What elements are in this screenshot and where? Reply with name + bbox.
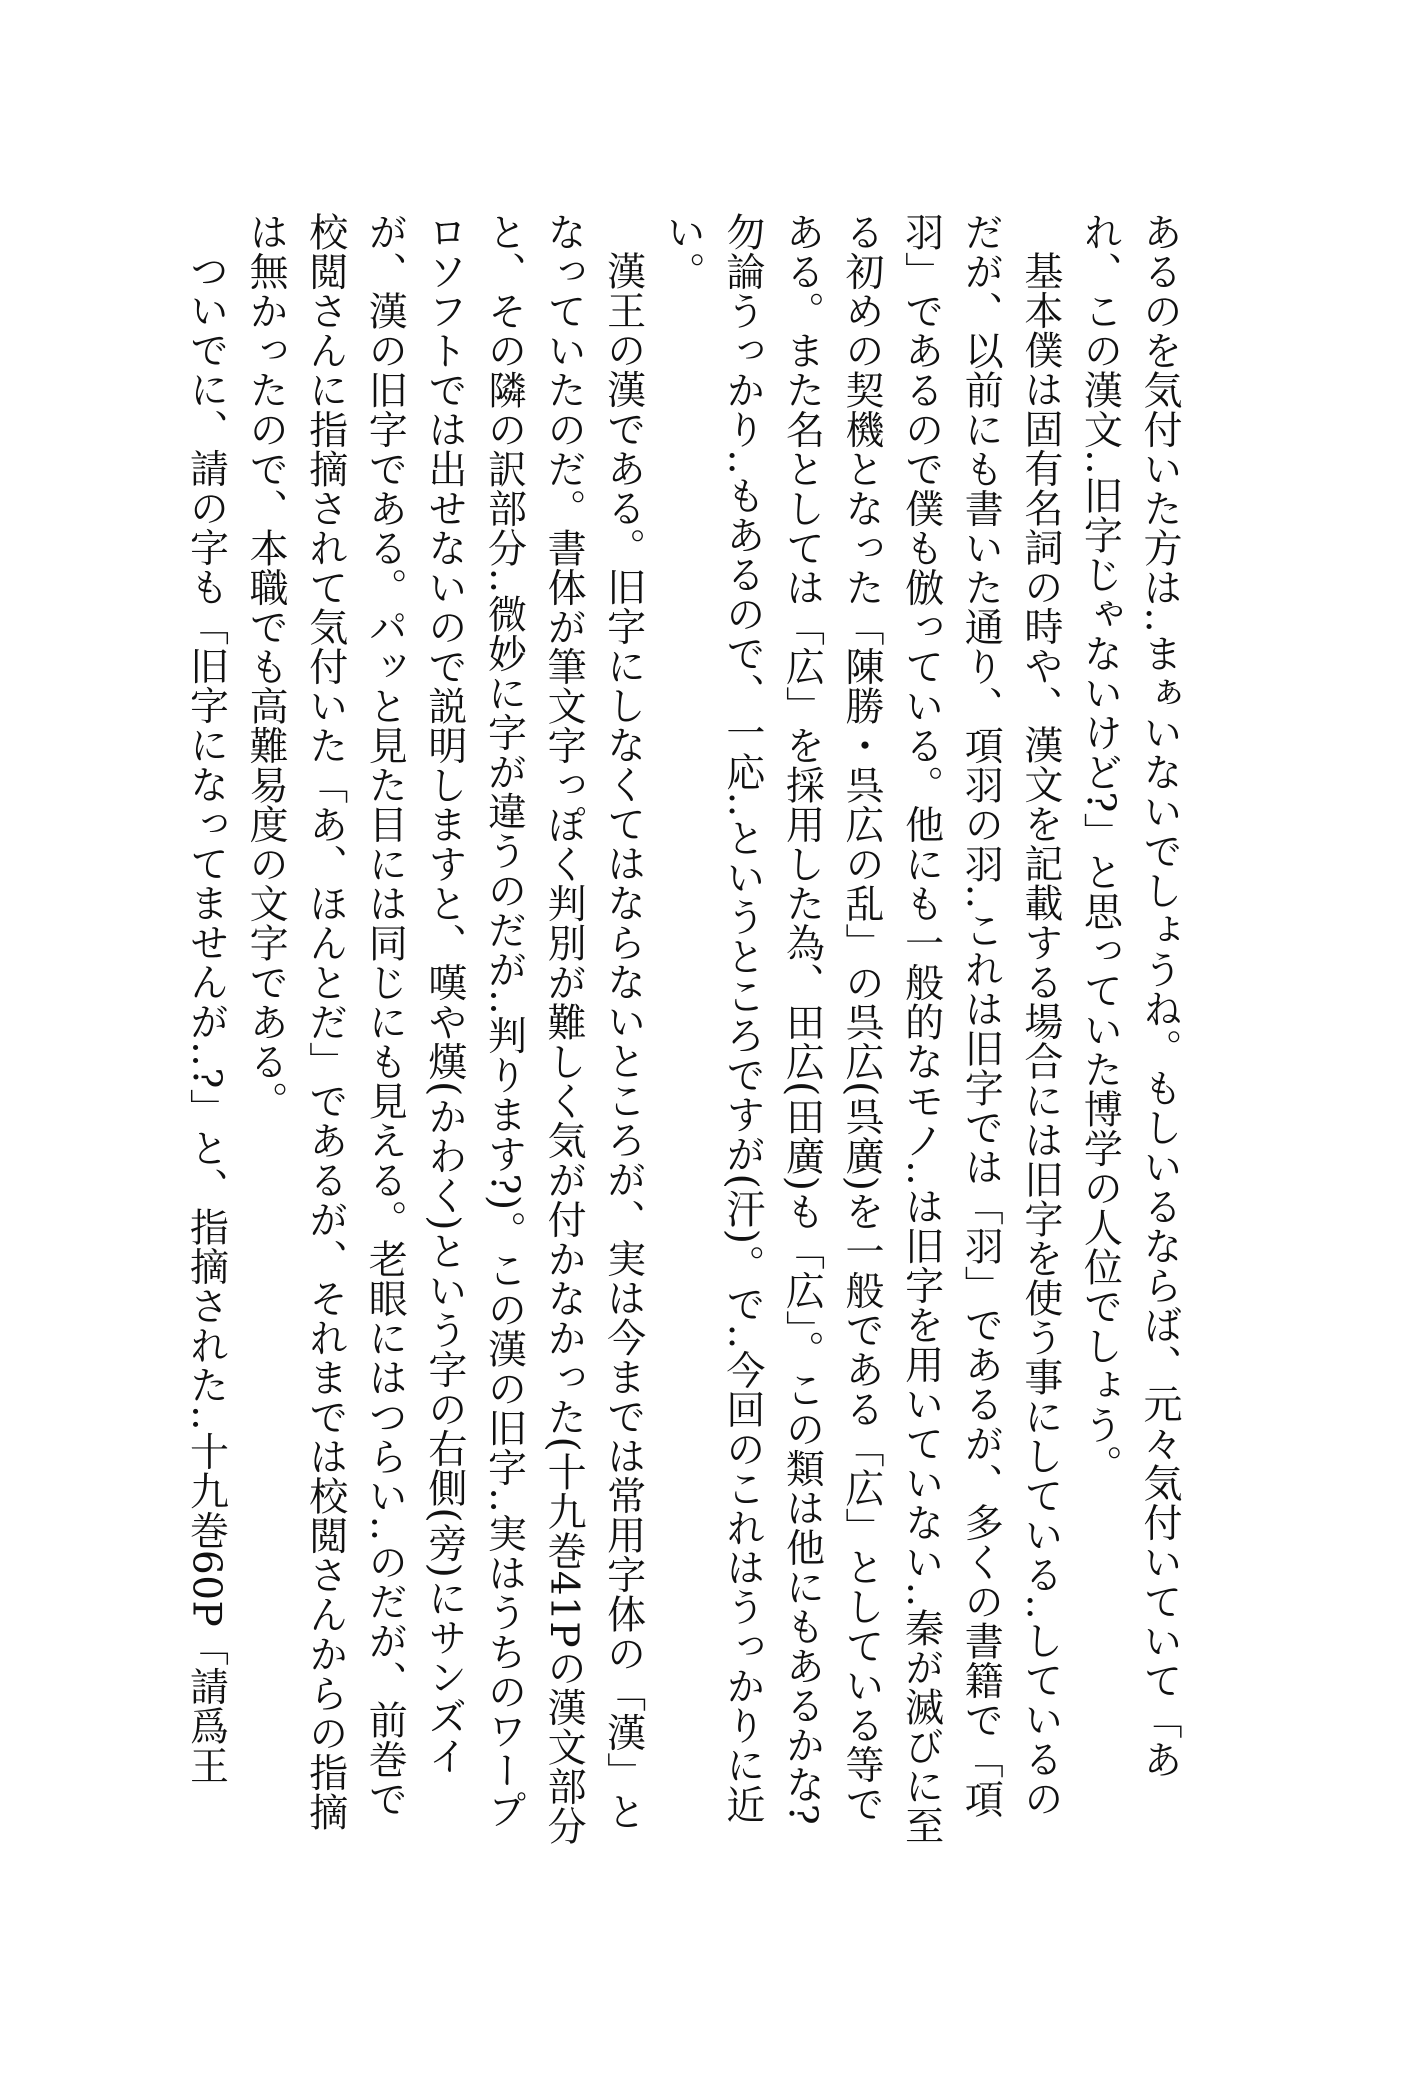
paragraph-sei-character: ついでに、請の字も「旧字になってませんが‥?」と、指摘された‥十九巻60P「請爲王	[183, 251, 229, 1786]
paragraph-proper-nouns: 基本僕は固有名詞の時や、漢文を記載する場合には旧字を使う事にしている‥しているのだが、以前にも書いた通り、項羽の羽‥これは旧字では「羽」であるが、多くの書籍で「項羽」であるので僕も倣っている。他にも一般的なモノ‥は旧字を用いていない‥秦が滅びに至る初めの契機となった「陳勝・呉広の乱」の呉広(呉廣)を一般である「広」としている等である。また名としては「広」を採用した為、田広(田廣)も「広」。この類は他にもあるかな?勿論うっかり‥もあるので、一応‥というところですが(汗)。で‥今回のこれはうっかりに近い。	[660, 212, 1063, 1846]
paragraph-kan-character: 漢王の漢である。旧字にしなくてはならないところが、実は今までは常用字体の「漢」となっていたのだ。書体が筆文字っぽく判別が難しく気が付かなかった(十九巻41Pの漢文部分と、その隣の訳部分‥微妙に字が違うのだが‥判ります?)。この漢の旧字‥実はうちのワープロソフトでは出せないので説明しますと、嘆や熯(かわく)という字の右側(旁)にサンズイが、漢の旧字である。パッと見た目には同じにも見える。老眼にはつらい‥のだが、前巻で校閲さんに指摘されて気付いた「あ、ほんとだ」であるが、それまでは校閲さんからの指摘は無かったので、本職でも高難易度の文字である。	[243, 212, 646, 1846]
paragraph-intro: あるのを気付いた方は‥まぁいないでしょうね。もしいるならば、元々気付いていて「あれ、この漢文‥旧字じゃないけど?」と思っていた博学の人位でしょう。	[1077, 212, 1182, 1780]
vertical-text-block	[179, 212, 1189, 1852]
